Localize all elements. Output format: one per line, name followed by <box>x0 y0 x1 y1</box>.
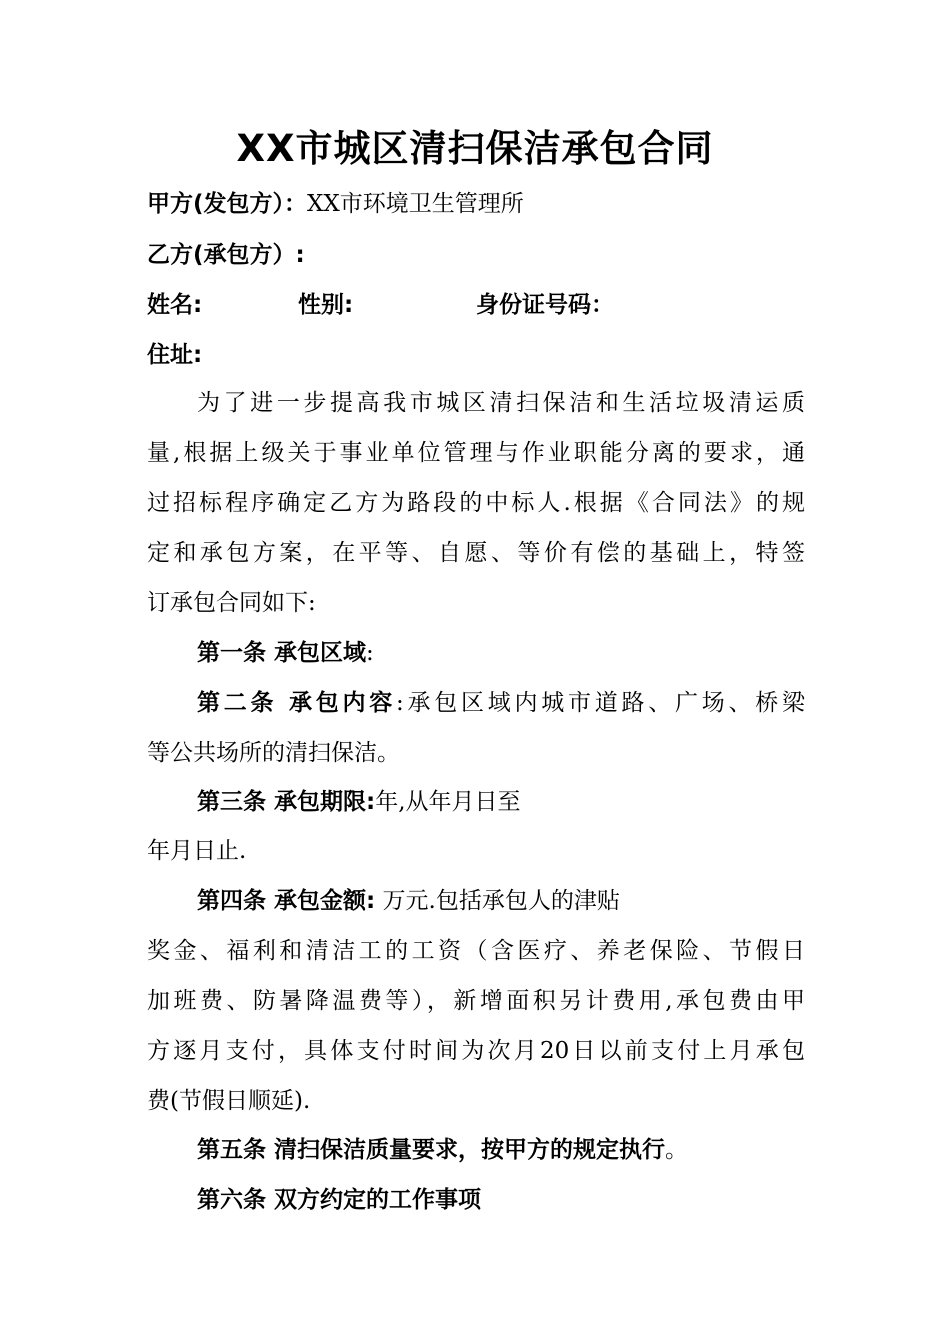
article-3-heading: 第三条 承包期限: <box>197 789 376 815</box>
article-3 <box>197 783 521 816</box>
article-4-text: 万元.包括承包人的津贴 <box>375 888 620 914</box>
article-1-colon: : <box>366 640 374 666</box>
article-5-end: 。 <box>665 1137 689 1163</box>
article-2-text-cont: 等公共场所的清扫保洁。 <box>147 740 400 766</box>
preamble-line: 定和承包方案，在平等、自愿、等价有偿的基础上，特签 <box>147 540 805 566</box>
article-1-heading: 第一条 承包区域 <box>197 640 367 666</box>
article-3-text: 年,从年月日至 <box>375 789 521 815</box>
article-4-line: 费(节假日顺延). <box>147 1088 311 1114</box>
article-4-heading: 第四条 承包金额: <box>197 888 376 914</box>
contract-title: XX市城区清扫保洁承包合同 <box>236 127 714 170</box>
article-4-line: 加班费、防暑降温费等），新增面积另计费用,承包费由甲 <box>147 988 805 1014</box>
gender-field-label: 性别: <box>298 292 354 318</box>
party-a-label: 甲方(发包方）： <box>147 191 308 217</box>
preamble-line: 为了进一步提高我市城区清扫保洁和生活垃圾清运质 <box>197 390 805 416</box>
preamble-line: 量,根据上级关于事业单位管理与作业职能分离的要求，通 <box>147 440 805 466</box>
address-field-label: 住址: <box>147 342 203 368</box>
article-6-heading: 第六条 双方约定的工作事项 <box>197 1187 482 1213</box>
name-field-label: 姓名: <box>147 292 203 318</box>
id-number-field-label: 身份证号码： <box>476 292 614 318</box>
article-5-heading: 第五条 清扫保洁质量要求，按甲方的规定执行 <box>197 1137 666 1163</box>
article-2-text: :承包区域内城市道路、广场、桥梁 <box>396 690 806 716</box>
article-2-heading: 第二条 承包内容 <box>197 690 397 716</box>
article-2 <box>197 684 805 717</box>
party-b-label: 乙方(承包方）: <box>147 242 305 268</box>
article-4-line: 奖金、福利和清洁工的工资（含医疗、养老保险、节假日 <box>147 938 805 964</box>
preamble-line: 过招标程序确定乙方为路段的中标人.根据《合同法》的规 <box>147 490 805 516</box>
article-1 <box>197 634 374 667</box>
party-a-value: XX市环境卫生管理所 <box>307 191 524 217</box>
party-a-line <box>147 185 524 218</box>
article-5 <box>197 1131 688 1164</box>
preamble-line: 订承包合同如下: <box>147 590 316 616</box>
article-3-text-cont: 年月日止. <box>147 838 247 864</box>
article-4-line: 方逐月支付，具体支付时间为次月20日以前支付上月承包 <box>147 1038 805 1064</box>
article-4 <box>197 882 620 915</box>
